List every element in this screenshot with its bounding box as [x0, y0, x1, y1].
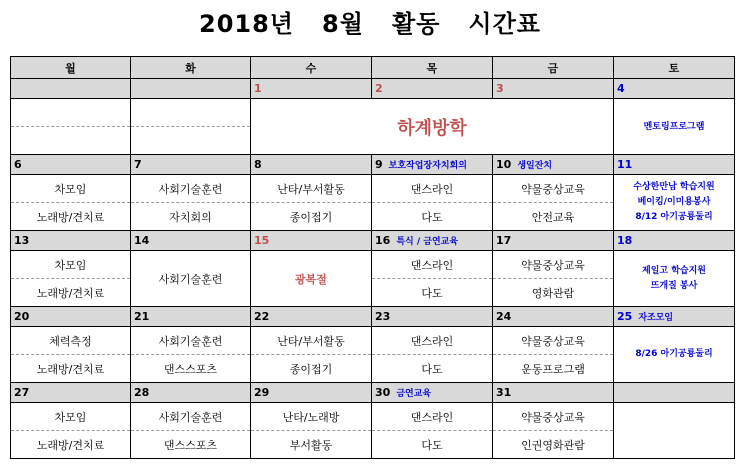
- activity-cell: 다도: [372, 355, 493, 383]
- date-cell: [372, 155, 493, 175]
- schedule-table: [10, 56, 735, 459]
- activity-cell: [11, 127, 131, 155]
- date-cell: 14: [131, 231, 251, 251]
- event-note: 특식 / 금연교육: [396, 237, 459, 247]
- activity-cell: 댄스라인: [372, 175, 493, 203]
- saturday-activity: 멘토링프로그램: [643, 121, 705, 132]
- event-note: 생일잔치: [517, 161, 553, 171]
- date-cell: 21: [131, 307, 251, 327]
- week1-date-row: [11, 155, 735, 175]
- activity-cell: 안전교육: [493, 203, 614, 231]
- activity-cell: 다도: [372, 431, 493, 459]
- activity-cell: 난타/부서활동: [251, 175, 372, 203]
- activity-cell: 부서활동: [251, 431, 372, 459]
- week2-date-row: [11, 231, 735, 251]
- header-mon: 월: [11, 57, 131, 79]
- week4-date-row: [11, 383, 735, 403]
- page-title: 2018년 8월 활동 시간표: [199, 10, 541, 38]
- date-cell: [614, 383, 735, 403]
- event-note: 보호작업장자치회의: [388, 161, 467, 171]
- activity-cell: 노래방/견치료: [11, 203, 131, 231]
- date-cell: [372, 383, 493, 403]
- activity-cell: 사회기술훈련: [131, 327, 251, 355]
- activity-cell: 체력측정: [11, 327, 131, 355]
- activity-cell: 약물중상교육: [493, 327, 614, 355]
- saturday-activity: 8/26 아기공룡둘리: [635, 349, 713, 359]
- date-cell: 3: [493, 79, 614, 99]
- activity-cell: 약물중상교육: [493, 251, 614, 279]
- header-wed: 수: [251, 57, 372, 79]
- activity-cell: 차모임: [11, 251, 131, 279]
- activity-cell: 자치회의: [131, 203, 251, 231]
- activity-cell: 운동프로그램: [493, 355, 614, 383]
- activity-cell: 다도: [372, 203, 493, 231]
- date-cell: 24: [493, 307, 614, 327]
- date-cell: 7: [131, 155, 251, 175]
- activity-cell: 댄스스포츠: [131, 431, 251, 459]
- date-cell: 4: [614, 79, 735, 99]
- week0-activity-row: [11, 99, 735, 127]
- date-cell: 23: [372, 307, 493, 327]
- date-cell: [372, 231, 493, 251]
- event-note: 자조모임: [638, 313, 674, 323]
- activity-cell: 인권영화관람: [493, 431, 614, 459]
- date-cell: 1: [251, 79, 372, 99]
- date-cell: 11: [614, 155, 735, 175]
- holiday-cell: [251, 99, 614, 155]
- week2-activity-row: [11, 251, 735, 279]
- saturday-activity: 8/12 아기공룡둘리: [635, 212, 713, 222]
- header-thu: 목: [372, 57, 493, 79]
- activity-cell: 난타/노래방: [251, 403, 372, 431]
- activity-cell: 사회기술훈련: [131, 175, 251, 203]
- holiday-cell: [251, 251, 372, 307]
- header-fri: 금: [493, 57, 614, 79]
- activity-cell: [131, 99, 251, 127]
- activity-cell: 종이접기: [251, 355, 372, 383]
- date-cell: [614, 307, 735, 327]
- date-cell: 31: [493, 383, 614, 403]
- date-cell: 18: [614, 231, 735, 251]
- date-number: 10: [496, 158, 512, 171]
- week1-activity-row: [11, 175, 735, 203]
- summer-vacation-label: 하계방학: [397, 117, 467, 139]
- saturday-program-cell: [614, 175, 735, 231]
- saturday-activity: 베이킹/이미용봉사: [637, 197, 711, 207]
- saturday-activity: 뜨개질 봉사: [650, 280, 698, 291]
- activity-cell: 약물중상교육: [493, 403, 614, 431]
- liberation-day-label: 광복절: [295, 272, 327, 286]
- activity-cell: 다도: [372, 279, 493, 307]
- activity-cell: 노래방/견치료: [11, 431, 131, 459]
- saturday-program-cell: [614, 99, 735, 155]
- saturday-program-cell: [614, 251, 735, 307]
- header-tue: 화: [131, 57, 251, 79]
- activity-cell: 종이접기: [251, 203, 372, 231]
- activity-cell: [131, 127, 251, 155]
- date-cell: 28: [131, 383, 251, 403]
- date-cell: 8: [251, 155, 372, 175]
- date-number: 9: [375, 158, 383, 171]
- header-sat: 토: [614, 57, 735, 79]
- saturday-program-cell: [614, 327, 735, 383]
- date-cell: 17: [493, 231, 614, 251]
- activity-cell: 난타/부서활동: [251, 327, 372, 355]
- activity-cell: 차모임: [11, 175, 131, 203]
- date-cell: 15: [251, 231, 372, 251]
- week3-activity-row: [11, 327, 735, 355]
- activity-cell: 약물중상교육: [493, 175, 614, 203]
- empty-cell: [614, 403, 735, 459]
- event-note: 금연교육: [396, 389, 432, 399]
- activity-cell: 영화관람: [493, 279, 614, 307]
- week4-activity-row: [11, 403, 735, 431]
- activity-cell: 댄스라인: [372, 327, 493, 355]
- date-cell: [493, 155, 614, 175]
- date-cell: 13: [11, 231, 131, 251]
- activity-cell: 노래방/견치료: [11, 279, 131, 307]
- saturday-activity: 제일고 학습지원: [642, 265, 706, 276]
- date-cell: [11, 79, 131, 99]
- date-cell: 29: [251, 383, 372, 403]
- date-number: 25: [617, 310, 633, 323]
- activity-cell: 사회기술훈련: [131, 251, 251, 307]
- date-cell: 20: [11, 307, 131, 327]
- activity-cell: [11, 99, 131, 127]
- date-cell: 6: [11, 155, 131, 175]
- activity-cell: 댄스라인: [372, 251, 493, 279]
- activity-cell: 사회기술훈련: [131, 403, 251, 431]
- date-number: 30: [375, 386, 391, 399]
- week3-date-row: [11, 307, 735, 327]
- activity-cell: 댄스라인: [372, 403, 493, 431]
- activity-cell: 노래방/견치료: [11, 355, 131, 383]
- date-cell: [131, 79, 251, 99]
- date-cell: 27: [11, 383, 131, 403]
- weekday-header-row: [11, 57, 735, 79]
- activity-cell: 차모임: [11, 403, 131, 431]
- date-cell: 22: [251, 307, 372, 327]
- date-cell: 2: [372, 79, 493, 99]
- saturday-activity: 수상한만남 학습지원: [633, 182, 715, 192]
- date-number: 16: [375, 234, 391, 247]
- activity-cell: 댄스스포츠: [131, 355, 251, 383]
- week0-date-row: [11, 79, 735, 99]
